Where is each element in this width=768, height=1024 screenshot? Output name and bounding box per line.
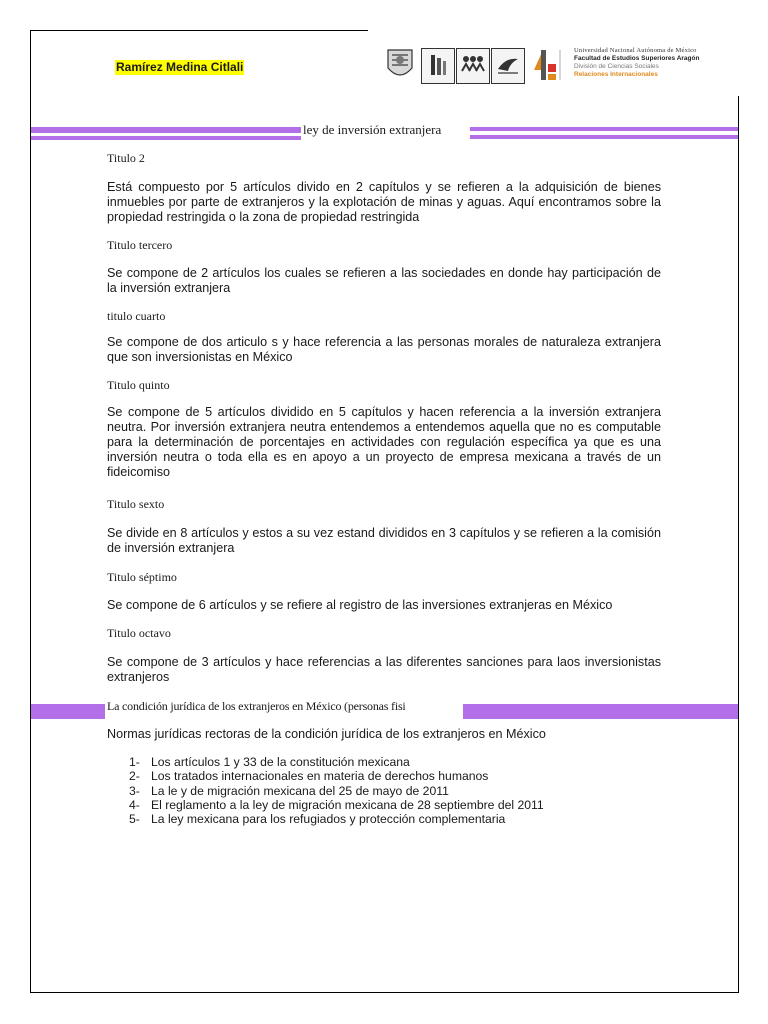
section-title: Titulo séptimo (107, 570, 177, 584)
list-item (129, 784, 544, 798)
heading-band-right-lower (470, 135, 738, 139)
institution-caption (574, 47, 699, 79)
section-titulo-2 (107, 151, 661, 166)
section-titulo-cuarto-body (107, 335, 661, 365)
institution-line-3: División de Ciencias Sociales (574, 63, 659, 70)
section-body: Se compone de 3 artículos y hace referencias a las diferentes sanciones para laos inversionistas extranjeros (107, 655, 661, 684)
page-border-top (30, 30, 368, 31)
list-item (129, 769, 544, 783)
norms-intro: Normas jurídicas rectoras de la condición jurídica de los extranjeros en México (107, 727, 546, 741)
people-logo-icon (456, 48, 490, 84)
list-number: 4- (129, 797, 140, 812)
page-border-bottom (30, 992, 739, 993)
section-title: Titulo sexto (107, 497, 165, 511)
section-titulo-tercero (107, 238, 661, 253)
list-text: El reglamento a la ley de migración mexicana de 28 septiembre del 2011 (151, 797, 544, 812)
condition-heading: La condición jurídica de los extranjeros en México (personas fisi (107, 699, 406, 713)
section-title: Titulo octavo (107, 626, 171, 640)
section-body: Se compone de 5 artículos dividido en 5 capítulos y hacen referencia a la inversión extranjera neutra. Por inversión extranjera neutra entendemos a entendemos aquella que no es computable para la determinación de porcentajes en actividades con regulación específica ya que es una inversión neutra o toda ella es en apoyo a un proyecto de empresa mexicana a través de un fideicomiso (107, 405, 661, 479)
section-body: Se compone de dos articulo s y hace referencia a las personas morales de naturaleza extranjera que son inversionistas en México (107, 335, 661, 364)
list-text: La le y de migración mexicana del 25 de mayo de 2011 (151, 783, 449, 798)
section-title: Titulo 2 (107, 151, 145, 165)
heading-band-left (31, 127, 301, 133)
section-titulo-quinto-body (107, 405, 661, 480)
list-number: 5- (129, 812, 140, 827)
section-titulo-cuarto (107, 309, 661, 324)
unam-seal-icon (384, 46, 416, 82)
section-titulo-octavo (107, 626, 661, 641)
condition-band-right (463, 704, 738, 719)
section-titulo-septimo (107, 570, 661, 585)
section-titulo-sexto-body (107, 526, 661, 556)
section-titulo-tercero-body (107, 266, 661, 296)
page-border-left (30, 30, 31, 993)
list-number: 1- (129, 755, 140, 769)
section-titulo-2-body (107, 180, 661, 225)
heading-band-right (470, 127, 738, 131)
section-body: Se compone de 6 artículos y se refiere al registro de las inversiones extranjeras en México (107, 598, 613, 612)
institution-line-4: Relaciones Internacionales (574, 71, 658, 78)
bird-logo-icon (491, 48, 525, 84)
author-name: Ramírez Medina Citlali (116, 60, 244, 74)
document-heading: ley de inversión extranjera (303, 122, 442, 137)
list-text: La ley mexicana para los refugiados y protección complementaria (151, 812, 506, 827)
heading-band-left-lower (31, 136, 301, 140)
institution-line-1: Universidad Nacional Autónoma de México (574, 47, 697, 54)
list-item (129, 755, 544, 769)
fes-aragon-logo-icon (421, 48, 455, 84)
section-title: Titulo quinto (107, 378, 170, 392)
section-body: Se divide en 8 artículos y estos a su vez estand divididos en 3 capítulos y se refieren a la comisión de inversión extranjera (107, 526, 661, 555)
list-text: Los tratados internacionales en materia de derechos humanos (151, 769, 489, 784)
list-number: 2- (129, 769, 140, 784)
section-titulo-quinto (107, 378, 661, 393)
list-item (129, 812, 544, 826)
section-titulo-septimo-body (107, 598, 661, 613)
section-titulo-sexto (107, 497, 661, 512)
condition-band-left (31, 704, 105, 719)
list-text: Los artículos 1 y 33 de la constitución mexicana (151, 755, 410, 769)
aragon-4-logo-icon (530, 46, 566, 84)
section-titulo-octavo-body (107, 655, 661, 685)
list-number: 3- (129, 783, 140, 798)
section-title: Titulo tercero (107, 238, 173, 252)
section-title: titulo cuarto (107, 309, 166, 323)
section-body: Está compuesto por 5 artículos divido en 2 capítulos y se refieren a la adquisición de bienes inmuebles por parte de extranjeros y la explotación de minas y aguas. Aquí encontramos sobre la propiedad restringida o la zona de propiedad restringida (107, 180, 661, 224)
institution-line-2: Facultad de Estudios Superiores Aragón (574, 55, 700, 62)
section-body: Se compone de 2 artículos los cuales se refieren a las sociedades en donde hay participación de la inversión extranjera (107, 266, 661, 295)
norms-list (129, 755, 544, 826)
page-border-right (738, 96, 739, 993)
list-item (129, 798, 544, 812)
